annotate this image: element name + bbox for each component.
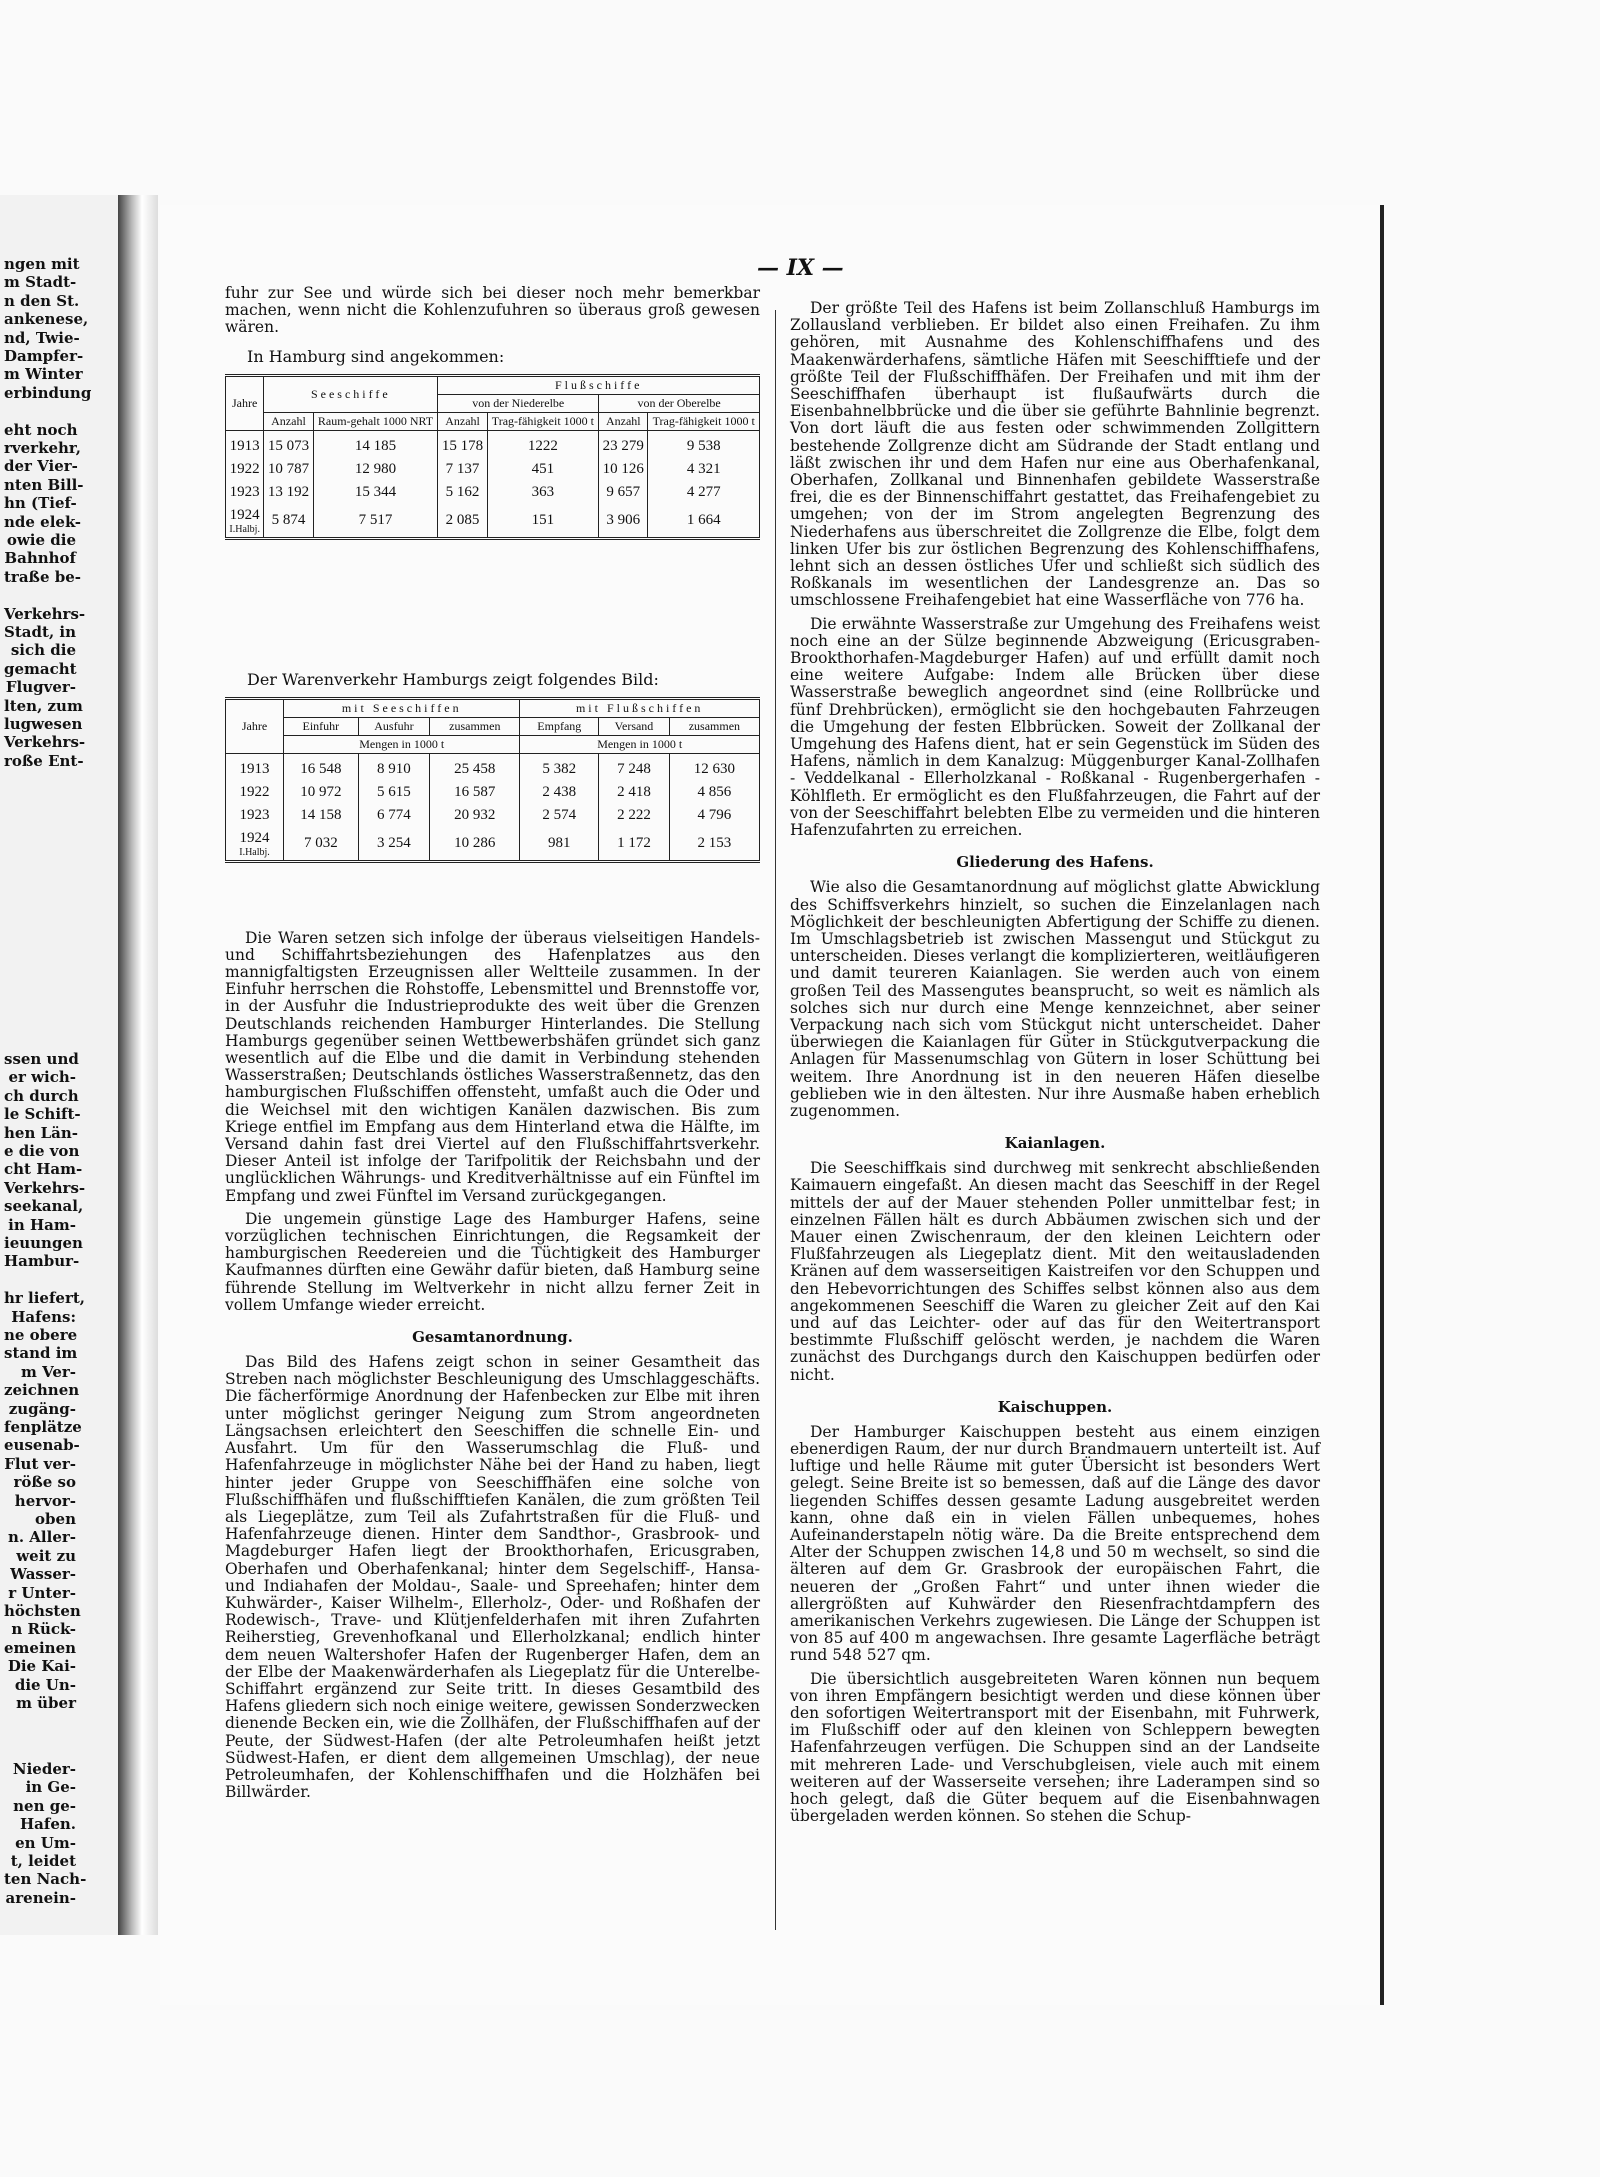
left-page-line: zeichnen <box>4 1381 80 1400</box>
left-page-line: ieuungen <box>4 1234 83 1252</box>
cell-nieder-trag: 151 <box>487 504 599 539</box>
cell-versand: 2 222 <box>599 804 670 827</box>
col-header-zusammen: zusammen <box>669 717 759 735</box>
left-page-line: nten Bill- <box>4 475 84 494</box>
left-page-line: m über <box>16 1694 76 1712</box>
heading-gliederung: Gliederung des Hafens. <box>956 853 1154 872</box>
cell-ober-trag: 1 664 <box>648 504 760 539</box>
cell-einfuhr: 14 158 <box>284 804 359 827</box>
col-header-ausfuhr: Ausfuhr <box>358 717 430 735</box>
left-page-line: m Stadt- <box>4 273 77 292</box>
cell-einfuhr: 16 548 <box>284 753 359 781</box>
cell-jahr <box>226 481 264 504</box>
col-header-anzahl: Anzahl <box>264 412 313 430</box>
cell-ausfuhr: 5 615 <box>358 781 430 804</box>
column-divider <box>775 310 776 1930</box>
year-label: 1924 <box>229 506 260 523</box>
left-page-line: sich die <box>10 641 76 660</box>
year-label: 1923 <box>239 806 270 823</box>
left-page-line: Wasser- <box>10 1565 76 1584</box>
page-number: — IX — <box>757 255 844 281</box>
page-edge <box>1380 205 1384 2005</box>
cell-jahr <box>226 430 264 458</box>
left-page-line: in Ge- <box>25 1778 76 1797</box>
left-page-line: en Um- <box>15 1833 76 1852</box>
col-header-seeschiffe: Seeschiffe <box>264 375 438 412</box>
cell-einfuhr: 10 972 <box>284 781 359 804</box>
year-label: 1922 <box>229 460 260 477</box>
year-label: 1923 <box>229 483 260 500</box>
table-row <box>226 430 760 458</box>
left-page-line: Flut ver- <box>4 1454 76 1473</box>
left-page-line: erbindung <box>4 383 92 402</box>
cell-see-raum: 15 344 <box>313 481 438 504</box>
left-page-line: r Unter- <box>8 1583 76 1602</box>
col-header-jahre: Jahre <box>226 698 284 753</box>
cell-nieder-anzahl: 5 162 <box>438 481 487 504</box>
cell-ober-anzahl: 9 657 <box>599 481 648 504</box>
left-page-line: oben <box>35 1510 76 1528</box>
left-page-line: er wich- <box>8 1068 76 1087</box>
cell-nieder-trag: 1222 <box>487 430 599 458</box>
left-page-line: hn (Tief- <box>4 494 77 513</box>
heading-gesamtanordnung: Gesamtanordnung. <box>412 1328 573 1347</box>
paragraph-zollanschluss: Der größte Teil des Hafens ist beim Zollanschluß Hamburgs im Zollausland verblieben. Er bildet also einen Freihafen. Zu ihm gehören, mit Ausnahme des Kohlenschiffhafens und des Maakenwärderhafens, sämtliche Häfen mit Seeschifftiefe und der größte Teil der Flußschiffhäfen. Der Freihafen und mit ihm der Seeschiffhafen überhaupt ist flußaufwärts durch die Eisenbahnelbbrücke und die über sie geführte Bahnlinie begrenzt. Von dort läuft die aus festen oder schwimmenden Zollgittern bestehende Zollgrenze dicht am Südrande der Stadt entlang und läßt zwischen ihr und dem Hafen nur eine aus Oberhafenkanal, Oberhafen, Zollkanal und Binnenhafen gebildete Wasserstraße frei, die es der Binnenschiffahrt gestattet, das Freihafengebiet zu umgehen; von der im Strom angelegten Begrenzung des Niederhafens aus überschreitet die Zollgrenze die Elbe, folgt dem linken Ufer bis zur östlichen Begrenzung des Kohlenschiffhafens, lehnt sich an dessen östliches Ufer und schließt sich südlich des Roßkanals im wesentlichen der Landesgrenze an. Das so umschlossene Freihafengebiet hat eine Wasserfläche von 776 ha. <box>790 299 1320 610</box>
left-page-line: gemacht <box>4 659 77 678</box>
heading-kaianlagen: Kaianlagen. <box>1004 1134 1106 1153</box>
cell-see-raum: 7 517 <box>313 504 438 539</box>
table-row <box>226 458 760 481</box>
book-binding <box>118 195 158 1935</box>
cell-nieder-anzahl: 2 085 <box>438 504 487 539</box>
left-page-line: ankenese, <box>4 310 89 329</box>
paragraph-waren-bequem: Die übersichtlich ausgebreiteten Waren können nun bequem von ihren Empfängern besichtigt werden und diese können über den sofortigen Weitertransport mit der Eisenbahn, mit Fuhrwerk, im Flußschiff oder auf den kleinen von Schleppern bewegten Hafenfahrzeugen verfügen. Die Schuppen sind an der Landseite mit mehreren Lade- und Verschubgleisen, viele auch mit einem weiteren auf der Wasserseite versehen; ihre Laderampen sind so hoch gelegt, daß die Güter bequem auf die Eisenbahnwagen übergeladen werden können. So stehen die Schup- <box>790 1669 1320 1826</box>
col-header-empfang: Empfang <box>520 717 599 735</box>
left-page-line: Verkehrs- <box>4 733 86 752</box>
col-header-oberelbe: von der Oberelbe <box>599 394 760 412</box>
left-page-line: arenein- <box>5 1888 76 1907</box>
col-header-einfuhr: Einfuhr <box>284 717 359 735</box>
cell-nieder-anzahl: 15 178 <box>438 430 487 458</box>
heading-kaischuppen: Kaischuppen. <box>997 1397 1113 1416</box>
left-page-line: nd, Twie- <box>4 328 80 347</box>
left-column <box>225 285 760 1807</box>
table-row <box>226 804 760 827</box>
table-row <box>226 781 760 804</box>
cell-jahr <box>226 753 284 781</box>
cell-empfang: 2 574 <box>520 804 599 827</box>
cell-versand: 2 418 <box>599 781 670 804</box>
left-page-line: fenplätze <box>4 1418 82 1436</box>
left-page-line: die Un- <box>14 1675 76 1694</box>
cell-ober-trag: 4 321 <box>648 458 760 481</box>
table-row <box>226 827 760 862</box>
traffic-intro: Der Warenverkehr Hamburgs zeigt folgendes Bild: <box>247 669 659 689</box>
half-year-label: I.Halbj. <box>229 523 260 535</box>
cell-jahr <box>226 504 264 539</box>
arrivals-table-body <box>226 430 760 538</box>
left-page-line: rverkehr, <box>4 439 81 457</box>
left-page-line: eusenab- <box>4 1436 80 1455</box>
unit-label: Mengen in 1000 t <box>284 735 520 753</box>
paragraph-waren: Die Waren setzen sich infolge der überaus vielseitigen Handels- und Schiffahrtsbeziehungen des Hafenplatzes aus den mannigfaltigsten Erzeugnissen aller Weltteile zusammen. In der Einfuhr herrschen die Rohstoffe, Lebensmittel und Brennstoffe vor, in der Ausfuhr die Industrieprodukte des weit über die Grenzen Deutschlands reichenden Hamburger Hinterlandes. Die Stellung Hamburgs gegenüber seinen Wettbewerbshäfen gründet sich ganz wesentlich auf die Elbe und die damit in Verbindung stehenden Wasserstraßen; Deutschlands östliches Wasserstraßennetz, das den hamburgischen Flußschiffen offensteht, umfaßt auch die Oder und die Weichsel mit den wichtigen Kanälen dazwischen. Bis zum Kriege entfiel im Empfang aus dem Hinterland etwa die Hälfte, im Versand dahin fast drei Viertel auf den Flußschiffahrtsverkehr. Dieser Anteil ist infolge der Tarifpolitik der Reichsbahn und der unglücklichen Währungs- und Kreditverhältnisse auf ein Fünftel im Empfang und zwei Fünftel im Versand zurückgegangen. <box>225 928 760 1205</box>
left-page-line: hr liefert, <box>4 1289 86 1308</box>
cell-nieder-anzahl: 7 137 <box>438 458 487 481</box>
cell-fluss-zus: 2 153 <box>669 827 759 862</box>
arrivals-table-wrapper <box>225 374 760 654</box>
paragraph-kaianlagen: Die Seeschiffkais sind durchweg mit senkrecht abschließenden Kaimauern eingefaßt. An diesen macht das Seeschiff in der Regel mittels der auf der Mauer stehenden Poller unmittelbar fest; in einzelnen Fällen hält es durch Abbäumen zwischen sich und der Mauer einen Zwischenraum, der den kleinen Leichtern oder Flußfahrzeugen als Liegeplatz dient. Mit den weitausladenden Kränen auf dem wasserseitigen Kaistreifen vor den Schuppen und den Hebevorrichtungen des Schiffes selbst können also aus dem angekommenen Seeschiff die Waren zu gleicher Zeit auf den Kai und auf das Leichter- oder auf das für den Weitertransport bestimmte Flußschiff gelöscht werden, je nachdem die Waren zunächst des Durchgangs durch den Kaischuppen bedürfen oder nicht. <box>790 1159 1320 1384</box>
cell-jahr <box>226 804 284 827</box>
cell-see-anzahl: 15 073 <box>264 430 313 458</box>
cell-jahr <box>226 781 284 804</box>
year-label: 1913 <box>229 437 260 454</box>
left-page-line: röße so <box>13 1473 76 1492</box>
left-page-line: ngen mit <box>4 255 80 273</box>
table-row <box>226 481 760 504</box>
left-page-line: hervor- <box>14 1491 76 1510</box>
year-label: 1922 <box>239 783 270 800</box>
cell-see-raum: 12 980 <box>313 458 438 481</box>
cell-see-zus: 20 932 <box>430 804 520 827</box>
left-page-line: der Vier- <box>4 457 78 476</box>
paragraph-lage: Die ungemein günstige Lage des Hamburger Hafens, seine vorzüglichen technischen Einrichtungen, die Regsamkeit der hamburgischen Reedereien und die Tüchtigkeit des Hamburger Kaufmannes dürften eine Gewähr dafür bieten, daß Hamburg seine führende Stellung im Weltverkehr in nicht allzu ferner Zeit in vollem Umfange wieder erreicht. <box>225 1209 760 1314</box>
cell-einfuhr: 7 032 <box>284 827 359 862</box>
cell-see-zus: 16 587 <box>430 781 520 804</box>
left-page-line: Hafen. <box>19 1815 76 1834</box>
col-header-tragfaehigkeit: Trag-fähigkeit 1000 t <box>487 412 599 430</box>
col-header-anzahl: Anzahl <box>438 412 487 430</box>
cell-see-anzahl: 10 787 <box>264 458 313 481</box>
left-page-line: zugäng- <box>8 1399 76 1418</box>
left-page-line: Hambur- <box>4 1252 80 1271</box>
left-page-line: Bahnhof <box>4 549 76 568</box>
left-page-line: emeinen <box>4 1638 77 1657</box>
left-page-line: Flugver- <box>5 678 76 697</box>
left-page-line: hen Län- <box>4 1123 78 1142</box>
paragraph-wasserstrasse: Die erwähnte Wasserstraße zur Umgehung des Freihafens weist noch eine an der Sülze beginnende Abzweigung (Ericusgraben-Brookthorhafen-Magdeburger Hafen) auf und erfüllt damit noch eine weitere Aufgabe: Indem alle Brücken über diese Wasserstraße beweglich angeordnet sind (eine Rollbrücke und fünf Drehbrücken), ermöglicht sie den hochgebauten Fahrzeugen die Umgehung der festen Elbbrücken. Soweit der Zollkanal der Umgehung des Hafens dient, hat er sein Gegenstück im Süden des Hafens, nämlich in dem Kanalzug: Müggenburger Kanal-Zollhafen - Veddelkanal - Ellerholzkanal - Roßkanal - Rugenbergerhafen - Köhlfleth. Er ermöglicht es den Flußfahrzeugen, die Fahrt auf der von der Seeschiffahrt belebten Elbe zu vermeiden und die hinteren Hafenzufahrten zu erreichen. <box>790 614 1320 840</box>
cell-ausfuhr: 8 910 <box>358 753 430 781</box>
unit-label: Mengen in 1000 t <box>520 735 760 753</box>
left-page-line: ssen und <box>4 1050 79 1068</box>
left-page-line: nde elek- <box>4 512 81 531</box>
cell-fluss-zus: 4 856 <box>669 781 759 804</box>
cell-versand: 7 248 <box>599 753 670 781</box>
year-label: 1924 <box>239 829 270 846</box>
paragraph-kaischuppen: Der Hamburger Kaischuppen besteht aus einem einzigen ebenerdigen Raum, der nur durch Brandmauern unterteilt ist. Auf luftige und helle Räume mit guter Übersicht ist besonders Wert gelegt. Seine Breite ist so bemessen, daß auf die Länge des davor liegenden Schiffes dessen gesamte Ladung ausgebreitet werden kann, ohne daß ein in vielen Fällen unbequemes, hohes Aufeinanderstapeln nötig wäre. Da die Breite entsprechend dem Alter der Schuppen zwischen 14,8 und 50 m wechselt, so sind die älteren auf dem Gr. Grasbrook der europäischen Fahrt, die neueren der „Großen Fahrt“ und unter ihnen wieder die allergrößten auf Kuhwärder den Riesenfrachtdampfern des amerikanischen Verkehrs zugewiesen. Die Länge der Schuppen ist von 85 auf 400 m angewachsen. Ihre gesamte Lagerfläche beträgt rund 548 527 qm. <box>790 1422 1320 1665</box>
cell-nieder-trag: 451 <box>487 458 599 481</box>
left-page-line: lten, zum <box>4 696 83 715</box>
left-page-line: m Winter <box>4 365 83 384</box>
cell-see-anzahl: 13 192 <box>264 481 313 504</box>
col-header-niederelbe: von der Niederelbe <box>438 394 599 412</box>
left-page-line: Verkehrs- <box>4 1178 86 1197</box>
left-page-line: höchsten <box>4 1602 81 1620</box>
col-header-anzahl: Anzahl <box>599 412 648 430</box>
left-page-line: owie die <box>6 531 76 549</box>
left-page-line: Nieder- <box>12 1760 76 1778</box>
left-page-line: Dampfer- <box>4 347 84 365</box>
cell-nieder-trag: 363 <box>487 481 599 504</box>
left-page-line: Stadt, in <box>4 623 76 641</box>
cell-jahr <box>226 827 284 862</box>
paragraph-gliederung: Wie also die Gesamtanordnung auf möglichst glatte Abwicklung des Schiffsverkehrs hinzielt, so suchen die Einzelanlagen nach Möglichkeit der beschleunigten Abfertigung der Schiffe zu dienen. Im Umschlagsbetrieb ist zwischen Massengut und Stückgut zu unterscheiden. Dieses verlangt die komplizierteren, weitläufigeren und damit teureren Kaianlagen. Sie werden auch von einem großen Teil des Massengutes beansprucht, so weit es nämlich als solches sich nur durch eine Menge kennzeichnet, aber seiner Verpackung nach sich vom Stückgut nicht unterscheidet. Daher überwiegen die Kaianlagen für Güter in Stückgutverpackung die Anlagen für Massenumschlag von Gütern in loser Schüttung bei weitem. Ihre Anordnung ist in den neueren Häfen dieselbe geblieben wie in den ältesten. Nur ihre Ausmaße haben erheblich zugenommen. <box>790 878 1320 1120</box>
traffic-table-wrapper <box>225 697 760 912</box>
left-page-line: n den St. <box>4 291 80 310</box>
left-page-line: ne obere <box>4 1326 78 1344</box>
half-year-label: I.Halbj. <box>239 846 270 858</box>
left-page-line: lugwesen <box>4 715 83 733</box>
cell-empfang: 5 382 <box>520 753 599 781</box>
col-header-jahre: Jahre <box>226 375 264 430</box>
left-page-line: Hafens: <box>11 1307 76 1326</box>
left-page-line: n. Aller- <box>7 1528 76 1547</box>
left-page-line: m Ver- <box>20 1362 76 1381</box>
left-page-line: traße be- <box>4 567 81 586</box>
cell-jahr <box>226 458 264 481</box>
left-page-line: stand im <box>4 1344 78 1363</box>
year-label: 1913 <box>239 760 270 777</box>
table-row <box>226 504 760 539</box>
col-header-tragfaehigkeit: Trag-fähigkeit 1000 t <box>648 412 760 430</box>
cell-ober-anzahl: 3 906 <box>599 504 648 539</box>
col-header-flussschiffen: mit Flußschiffen <box>520 698 760 717</box>
paragraph-gesamtanordnung: Das Bild des Hafens zeigt schon in seiner Gesamtheit das Streben nach möglichster Beschleunigung des Umschlaggeschäfts. Die fächerförmige Anordnung der Hafenbecken zur Elbe mit ihren unter möglichst geringer Neigung zum Strom angeordneten Längsachsen erleichtert den Seeschiffen die schnelle Ein- und Ausfahrt. Um für den Wasserumschlag die Fluß- und Hafenfahrzeuge in möglichster Nähe bei der Hand zu haben, liegt hinter jeder Gruppe von Seeschiffhäfen eine solche von Flußschiffhäfen und flußschifftiefen Kanälen, die zum größten Teil als Liegeplätze, zum Teil als Zufahrtstraßen für die Fluß- und Hafenfahrzeuge dienen. Hinter dem Sandthor-, Grasbrook- und Magdeburger Hafen liegt der Brookthorhafen, Ericusgraben, Oberhafen und Oberhafenkanal; hinter dem Segelschiff-, Hansa- und Indiahafen der Moldau-, Saale- und Spreehafen; hinter dem Kuhwärder-, Kaiser Wilhelm-, Ellerholz-, Oder- und Roßhafen der Rodewisch-, Trave- und Klütjenfelderhafen mit ihren Zufahrten Reiherstieg, Grevenhofkanal und Ellerholzkanal; endlich hinter dem neuen Waltershofer Hafen der Rugenberger Hafen, dem an der Elbe der Maakenwärderhafen als Liegeplatz für die Unterelbe-Schiffahrt ergänzend zur Seite tritt. In dieses Gesamtbild des Hafens gliedern sich noch einige weitere, gewissen Sonderzwecken dienende Becken ein, wie die Zollhäfen, der Flußschiffhafen auf der Peute, der Südwest-Hafen (der alte Petroleumhafen heißt jetzt Südwest-Hafen, er dient dem allgemeinen Umschlag), der neue Petroleumhafen, der Kohlenschiffhafen und die Holzhäfen bei Billwärder. <box>225 1353 760 1802</box>
col-header-flussschiffe: Flußschiffe <box>438 375 760 394</box>
left-page-line: t, leidet <box>10 1852 76 1870</box>
left-page-fragment <box>0 195 123 1935</box>
cell-ausfuhr: 6 774 <box>358 804 430 827</box>
table-row <box>226 753 760 781</box>
left-page-line: ch durch <box>4 1086 79 1105</box>
intro-paragraph: fuhr zur See und würde sich bei dieser noch mehr bemerkbar machen, wenn nicht die Kohlenzufuhren so überaus groß gewesen wären. <box>225 284 760 337</box>
cell-fluss-zus: 12 630 <box>669 753 759 781</box>
left-page-line: seekanal, <box>4 1197 84 1216</box>
left-page-line: cht Ham- <box>4 1160 83 1179</box>
col-header-seeschiffen: mit Seeschiffen <box>284 698 520 717</box>
col-header-versand: Versand <box>599 717 670 735</box>
left-page-line: roße Ent- <box>4 751 84 770</box>
arrivals-intro: In Hamburg sind angekommen: <box>247 346 505 366</box>
left-page-line: Die Kai- <box>7 1657 76 1676</box>
cell-versand: 1 172 <box>599 827 670 862</box>
cell-see-zus: 25 458 <box>430 753 520 781</box>
left-page-line: nen ge- <box>13 1796 76 1815</box>
cell-see-anzahl: 5 874 <box>264 504 313 539</box>
traffic-table <box>225 697 760 863</box>
cell-fluss-zus: 4 796 <box>669 804 759 827</box>
cell-empfang: 981 <box>520 827 599 862</box>
left-page-line: in Ham- <box>8 1215 76 1234</box>
left-page-line: Verkehrs- <box>4 604 86 623</box>
cell-ober-anzahl: 23 279 <box>599 430 648 458</box>
cell-ober-trag: 9 538 <box>648 430 760 458</box>
col-header-zusammen: zusammen <box>430 717 520 735</box>
left-page-line: eht noch <box>4 420 78 439</box>
left-page-line: ten Nach- <box>4 1870 87 1889</box>
cell-see-raum: 14 185 <box>313 430 438 458</box>
cell-see-zus: 10 286 <box>430 827 520 862</box>
traffic-table-body <box>226 753 760 861</box>
left-page-line: e die von <box>4 1142 80 1160</box>
col-header-raumgehalt: Raum-gehalt 1000 NRT <box>313 412 438 430</box>
cell-ober-trag: 4 277 <box>648 481 760 504</box>
left-page-line: weit zu <box>16 1546 76 1565</box>
right-column <box>790 300 1320 1831</box>
arrivals-table <box>225 374 760 540</box>
cell-ober-anzahl: 10 126 <box>599 458 648 481</box>
cell-ausfuhr: 3 254 <box>358 827 430 862</box>
cell-empfang: 2 438 <box>520 781 599 804</box>
left-page-line: n Rück- <box>11 1620 76 1639</box>
left-page-line: le Schift- <box>4 1105 81 1124</box>
